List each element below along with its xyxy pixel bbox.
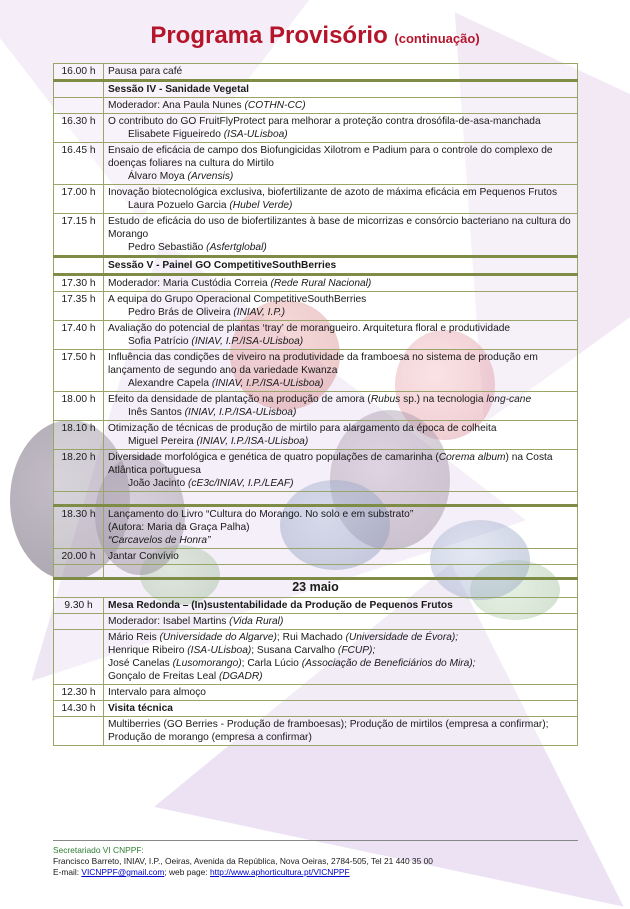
table-row: 17.30 h Moderador: Maria Custódia Correia (Rede Rural Nacional) — [54, 275, 578, 292]
email-link[interactable]: VICNPPF@gmail.com — [81, 867, 165, 877]
session-header: Sessão IV - Sanidade Vegetal — [54, 81, 578, 98]
session-header: Sessão V - Painel GO CompetitiveSouthBerries — [54, 257, 578, 275]
table-row: 17.00 h Inovação biotecnológica exclusiva, biofertilizante de azoto de máxima eficácia em Pequenos Frutos Laura Pozuelo Garcia (Hubel Verde) — [54, 185, 578, 214]
table-row: 16.45 h Ensaio de eficácia de campo dos Biofungicidas Xilotrom e Padium para o controle do complexo de doenças foliares na cultura do Mirtilo Álvaro Moya (Arvensis) — [54, 143, 578, 185]
table-row: 18.30 h Lançamento do Livro “Cultura do Morango. No solo e em substrato” (Autora: Maria da Graça Palha) “Carcavelos de Honra” — [54, 506, 578, 549]
table-row: Moderador: Isabel Martins (Vida Rural) — [54, 614, 578, 630]
table-row: 16.00 h Pausa para café — [54, 64, 578, 81]
table-row: 18.10 h Otimização de técnicas de produção de mirtilo para alargamento da época de colheita Miguel Pereira (INIAV, I.P./ISA-ULisboa) — [54, 421, 578, 450]
table-row: 17.40 h Avaliação do potencial de plantas ‘tray’ de morangueiro. Arquitetura floral e produtividade Sofia Patrício (INIAV, I.P./ISA-ULisboa) — [54, 321, 578, 350]
spacer-row — [54, 492, 578, 506]
program-table — [53, 63, 578, 746]
table-row: 20.00 h Jantar Convívio — [54, 549, 578, 565]
secretariat-label: Secretariado VI CNPPF: — [53, 845, 144, 855]
table-row: 12.30 h Intervalo para almoço — [54, 685, 578, 701]
table-row: 9.30 h Mesa Redonda – (In)sustentabilidade da Produção de Pequenos Frutos — [54, 598, 578, 614]
spacer-row — [54, 565, 578, 579]
contact-line: E-mail: VICNPPF@gmail.com; web page: http://www.aphorticultura.pt/VICNPPF — [53, 867, 350, 877]
table-row: 17.15 h Estudo de eficácia do uso de biofertilizantes à base de micorrizas e consórcio bacteriano na cultura do Morango Pedro Sebastião (Asfertglobal) — [54, 214, 578, 257]
page-title: Programa Provisório (continuação) — [150, 22, 480, 49]
web-link[interactable]: http://www.aphorticultura.pt/VICNPPF — [210, 867, 350, 877]
table-row: Mário Reis (Universidade do Algarve); Rui Machado (Universidade de Évora); Henrique Ribeiro (ISA-ULisboa); Susana Carvalho (FCUP); José Canelas (Lusomorango); Carla Lúcio (Associação de Beneficiários do Mira); Gonçalo de Freitas Leal (DGADR) — [54, 630, 578, 685]
secretariat-address: Francisco Barreto, INIAV, I.P., Oeiras, Avenida da República, Nova Oeiras, 2784-505, Tel 21 440 35 00 — [53, 856, 433, 866]
table-row: Multiberries (GO Berries - Produção de framboesas); Produção de mirtilos (empresa a confirmar); Produção de morango (empresa a confirmar) — [54, 717, 578, 746]
day-header: 23 maio — [54, 579, 578, 598]
table-row: Moderador: Ana Paula Nunes (COTHN-CC) — [54, 98, 578, 114]
page-subtitle: (continuação) — [394, 31, 480, 46]
table-row: 14.30 h Visita técnica — [54, 701, 578, 717]
table-row: 17.35 h A equipa do Grupo Operacional CompetitiveSouthBerries Pedro Brás de Oliveira (INIAV, I.P.) — [54, 292, 578, 321]
table-row: 16.30 h O contributo do GO FruitFlyProtect para melhorar a proteção contra drosófila-de-asa-manchada Elisabete Figueiredo (ISA-ULisboa) — [54, 114, 578, 143]
table-row: 17.50 h Influência das condições de viveiro na produtividade da framboesa no sistema de produção em lançamento de segundo ano da variedade Kwanza Alexandre Capela (INIAV, I.P./ISA-ULisboa) — [54, 350, 578, 392]
table-row: 18.00 h Efeito da densidade de plantação na produção de amora (Rubus sp.) na tecnologia long-cane Inês Santos (INIAV, I.P./ISA-ULisboa) — [54, 392, 578, 421]
table-row: 18.20 h Diversidade morfológica e genética de quatro populações de camarinha (Corema album) na Costa Atlântica portuguesa João Jacinto (cE3c/INIAV, I.P./LEAF) — [54, 450, 578, 492]
footer — [53, 840, 578, 878]
